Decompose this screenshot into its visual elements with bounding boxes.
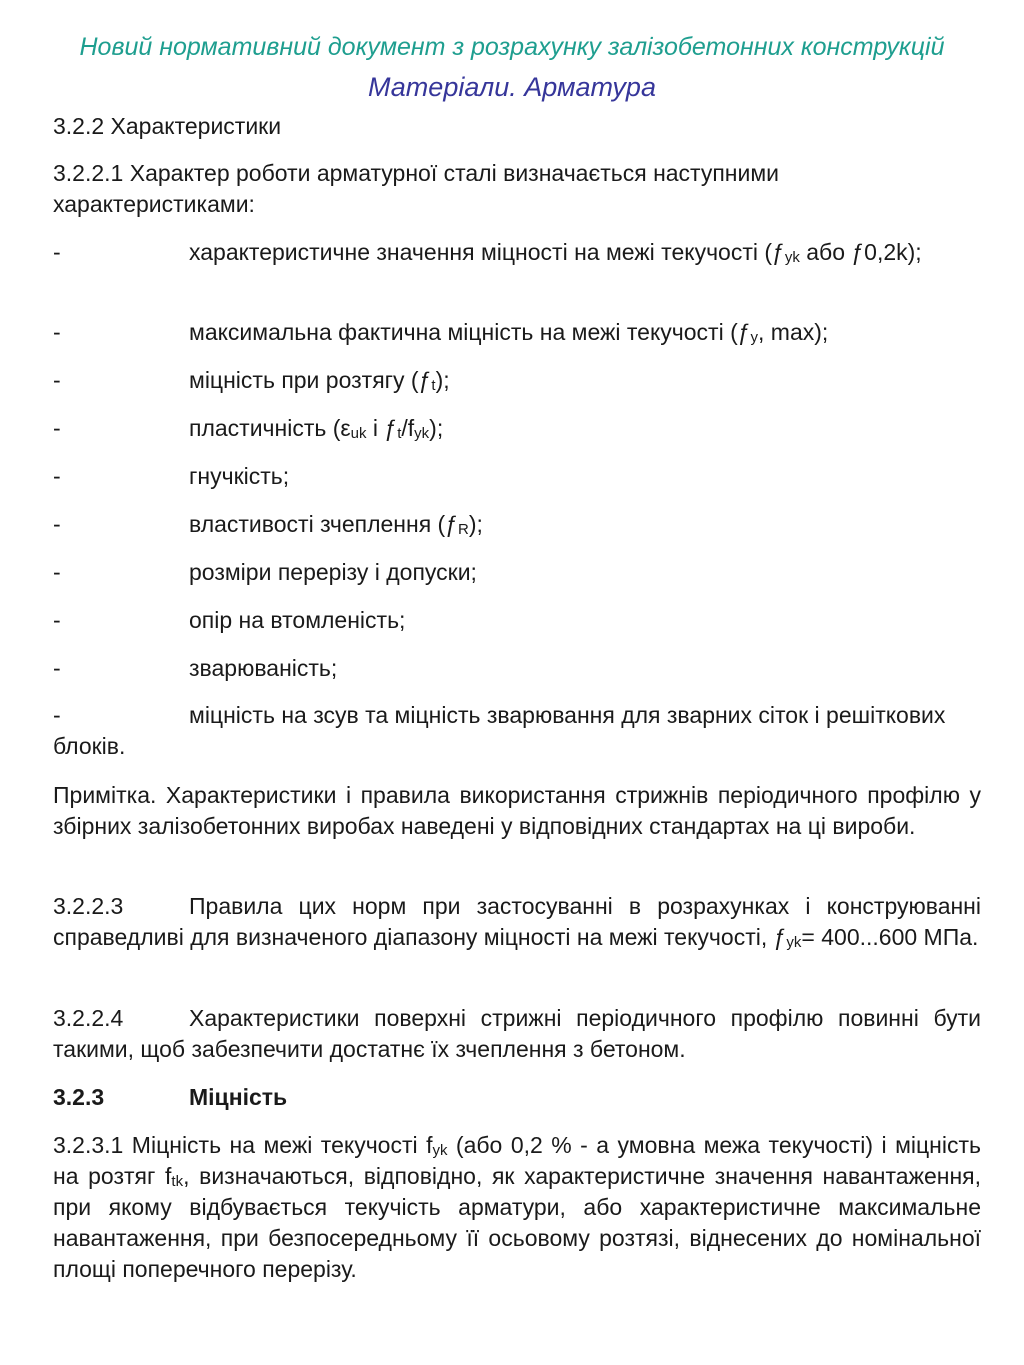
document-subtitle: Матеріали. Арматура <box>368 72 656 102</box>
paragraph-3-2-2-4: 3.2.2.4 Характеристики поверхні стрижні періодичного профілю повинні бути такими, щоб забезпечити достатнє їх зчеплення з бетоном. <box>53 1005 981 1062</box>
list-item: - гнучкість; <box>53 463 290 489</box>
document-title: Новий нормативний документ з розрахунку залізобетонних конструкцій <box>79 33 945 61</box>
list-item: - характеристичне значення міцності на межі текучості ($ƒ_{yk}$ або ƒ0,2k); <box>53 239 922 266</box>
list-item: - опір на втомленість; <box>53 607 406 633</box>
section-heading: 3.2.2 Характеристики <box>53 113 282 139</box>
intro-paragraph: 3.2.2.1 Характер роботи арматурної сталі визначається наступними характеристиками: <box>53 160 780 217</box>
paragraph-3-2-3-1: 3.2.3.1 Міцність на межі текучості $f_{yk}$ (або 0,2 % - а умовна межа текучості) і міцність на розтяг $f_{tk}$, визначаються, відповідно, як характеристичне значення навантаження, при якому відбувається текучість арматури, або характеристичне максимальне навантаження, при безпосередньому її осьовому розтязі, віднесених до номінальної площі поперечного перерізу. <box>53 1132 981 1282</box>
list-item: - зварюваність; <box>53 655 338 681</box>
list-item: - міцність при розтягу $(ƒ_t)$; <box>53 367 450 394</box>
section-2-heading: 3.2.3 Міцність <box>53 1084 288 1110</box>
paragraph-3-2-2-3: 3.2.2.3 Правила цих норм при застосуванні в розрахунках і конструюванні справедливі для визначеного діапазону міцності на межі текучості, $ƒ_{yk}= 400...600$ МПа. <box>53 893 981 951</box>
list-item: - міцність на зсув та міцність зварювання для зварних сіток і решіткових блоків. <box>53 702 946 759</box>
list-item: - розміри перерізу і допуски; <box>53 559 477 585</box>
note-paragraph: Примітка. Характеристики і правила використання стрижнів періодичного профілю у збірних залізобетонних виробах наведені у відповідних стандартах на ці вироби. <box>53 782 981 839</box>
list-item: - властивості зчеплення $(ƒ_R)$; <box>53 511 483 538</box>
list-item: - пластичність ($\varepsilon_{uk}$ і $ƒ_t/f_{yk}$); <box>53 415 444 442</box>
list-item: - максимальна фактична міцність на межі текучості ($ƒ_y$, max); <box>53 319 829 346</box>
